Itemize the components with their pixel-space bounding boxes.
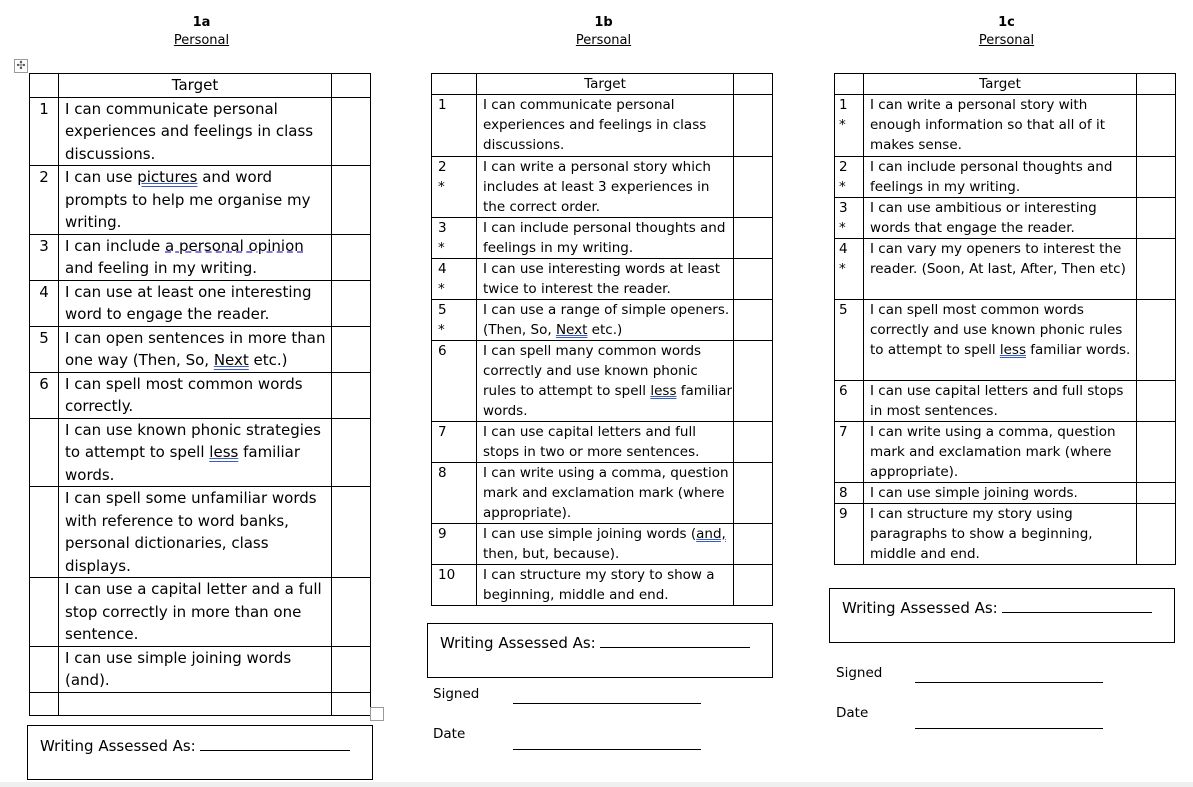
- target-text: I can use simple joining words (and, then, but, because).: [483, 526, 726, 562]
- target-number: 9: [438, 526, 447, 542]
- target-number-cell: [835, 239, 864, 300]
- target-text: I can use interesting words at least twice to interest the reader.: [483, 261, 720, 297]
- target-number: 1: [438, 97, 447, 113]
- target-text: I can include personal thoughts and feelings in my writing.: [870, 159, 1113, 195]
- target-number: 5: [438, 302, 447, 318]
- target-number-cell: [30, 578, 59, 647]
- target-text: I can communicate personal experiences and feelings in class discussions.: [65, 99, 314, 163]
- tick-cell[interactable]: [734, 157, 773, 218]
- column-1b-heading: [431, 15, 776, 48]
- target-text: I can use simple joining words.: [870, 485, 1078, 501]
- target-number-cell: [432, 157, 477, 218]
- table-row: [432, 524, 773, 565]
- target-text-cell: [477, 565, 734, 606]
- writing-assessed-blank[interactable]: [1002, 598, 1152, 613]
- target-number: 7: [839, 424, 848, 440]
- tick-cell[interactable]: [1137, 157, 1176, 198]
- tick-cell[interactable]: [734, 565, 773, 606]
- target-number: 4: [438, 261, 447, 277]
- target-text: I can write a personal story with enough information so that all of it makes sense.: [870, 97, 1106, 153]
- table-row: [30, 97, 371, 166]
- table-header-row: [432, 74, 773, 95]
- target-text-cell: [864, 239, 1137, 300]
- date-label: Date: [836, 705, 869, 721]
- tick-cell[interactable]: [332, 372, 371, 418]
- column-1a-heading: [29, 15, 374, 48]
- tick-cell[interactable]: [1137, 381, 1176, 422]
- target-number-cell: [30, 234, 59, 280]
- tick-header-cell: [332, 74, 371, 98]
- target-number: 8: [839, 485, 848, 501]
- tick-cell[interactable]: [332, 166, 371, 235]
- table-row: [30, 166, 371, 235]
- number-header-cell: [835, 74, 864, 95]
- tick-cell[interactable]: [734, 524, 773, 565]
- target-text: I can use simple joining words (and).: [65, 648, 292, 689]
- target-text: I can structure my story using paragraphs to show a beginning, middle and end.: [870, 506, 1093, 562]
- target-text: I can communicate personal experiences and feelings in class discussions.: [483, 97, 707, 153]
- target-text: I can use at least one interesting word to engage the reader.: [65, 282, 312, 323]
- target-text-cell: [59, 97, 332, 166]
- tick-cell[interactable]: [332, 234, 371, 280]
- target-text-cell: [864, 95, 1137, 157]
- target-number-cell: [30, 97, 59, 166]
- writing-assessed-box-1a: [27, 725, 373, 780]
- target-text-cell: [477, 259, 734, 300]
- priority-star: *: [839, 117, 846, 133]
- target-number-cell: [30, 692, 59, 715]
- table-row: [835, 483, 1176, 504]
- page-bottom-edge: [0, 782, 1193, 787]
- tick-cell[interactable]: [332, 280, 371, 326]
- target-number-cell: [835, 157, 864, 198]
- target-text: I can spell most common words correctly.: [65, 374, 303, 415]
- table-row: [432, 157, 773, 218]
- target-number-cell: [30, 280, 59, 326]
- subject-title: Personal: [575, 33, 632, 48]
- target-text-cell: [864, 300, 1137, 381]
- table-row: [432, 422, 773, 463]
- move-arrows-icon[interactable]: ✣: [14, 59, 28, 73]
- target-text: I can write using a comma, question mark and exclamation mark (where appropriate).: [483, 465, 729, 521]
- target-text-cell: [477, 422, 734, 463]
- table-header-row: [30, 74, 371, 98]
- target-text-cell: [477, 463, 734, 524]
- table-row: [835, 300, 1176, 381]
- tick-cell[interactable]: [1137, 422, 1176, 483]
- target-number: 6: [839, 383, 848, 399]
- table-row: [835, 95, 1176, 157]
- table-row: [432, 218, 773, 259]
- target-number: 6: [39, 374, 49, 393]
- target-text-cell: [864, 504, 1137, 565]
- target-text-cell: [59, 487, 332, 578]
- target-number: 10: [438, 567, 456, 583]
- target-text: I can use capital letters and full stops in two or more sentences.: [483, 424, 700, 460]
- tick-header-cell: [1137, 74, 1176, 95]
- target-text: I can include a personal opinion and feeling in my writing.: [65, 236, 304, 277]
- target-number: 8: [438, 465, 447, 481]
- subject-title: Personal: [978, 33, 1035, 48]
- signed-line[interactable]: [513, 703, 701, 704]
- target-number: 4: [39, 282, 49, 301]
- table-row: [30, 418, 371, 487]
- target-number: 4: [839, 241, 848, 257]
- target-number-cell: [30, 326, 59, 372]
- target-number-cell: [835, 504, 864, 565]
- target-number-cell: [30, 418, 59, 487]
- targets-table-1a: [29, 73, 371, 716]
- target-text-cell: [864, 422, 1137, 483]
- writing-assessed-blank[interactable]: [200, 736, 350, 751]
- writing-assessed-box-1c: [829, 588, 1175, 643]
- tick-cell[interactable]: [332, 326, 371, 372]
- target-number-cell: [835, 95, 864, 157]
- target-number: 2: [438, 159, 447, 175]
- target-number: 7: [438, 424, 447, 440]
- target-text: I can spell most common words correctly and use known phonic rules to attempt to spell less familiar words.: [870, 302, 1131, 358]
- target-number-cell: [432, 95, 477, 157]
- target-number: 6: [438, 343, 447, 359]
- priority-star: *: [839, 261, 846, 277]
- writing-assessed-blank[interactable]: [600, 633, 750, 648]
- priority-star: *: [438, 179, 445, 195]
- table-row: [432, 300, 773, 341]
- table-row: [835, 157, 1176, 198]
- target-number-cell: [30, 166, 59, 235]
- tick-cell[interactable]: [1137, 483, 1176, 504]
- target-header-cell: Target: [477, 74, 734, 95]
- table-row: [835, 239, 1176, 300]
- target-text-cell: [477, 524, 734, 565]
- target-text-cell: [59, 372, 332, 418]
- level-title: 1c: [998, 15, 1015, 30]
- target-number-cell: [432, 524, 477, 565]
- table-row: [835, 381, 1176, 422]
- target-text-cell: [59, 646, 332, 692]
- target-text-cell: [59, 166, 332, 235]
- tick-cell[interactable]: [1137, 300, 1176, 381]
- target-text: I can use pictures and word prompts to help me organise my writing.: [65, 168, 311, 231]
- target-text-cell: [477, 95, 734, 157]
- tick-cell[interactable]: [332, 578, 371, 647]
- resize-square-icon[interactable]: [370, 707, 384, 721]
- table-row: [835, 198, 1176, 239]
- tick-cell[interactable]: [734, 300, 773, 341]
- tick-cell[interactable]: [1137, 504, 1176, 565]
- table-header-row: [835, 74, 1176, 95]
- writing-assessed-box-1b: [427, 623, 773, 678]
- table-row: [30, 326, 371, 372]
- table-row: [30, 234, 371, 280]
- target-number: 3: [839, 200, 848, 216]
- priority-star: *: [839, 220, 846, 236]
- target-number-cell: [835, 300, 864, 381]
- target-number-cell: [30, 646, 59, 692]
- target-number-cell: [30, 372, 59, 418]
- date-line[interactable]: [513, 749, 701, 750]
- target-text-cell: [864, 381, 1137, 422]
- target-number: 5: [39, 328, 49, 347]
- target-number: 3: [39, 236, 49, 255]
- priority-star: *: [438, 322, 445, 338]
- priority-star: *: [438, 240, 445, 256]
- table-row: [30, 692, 371, 715]
- number-header-cell: [432, 74, 477, 95]
- writing-assessed-label: Writing Assessed As:: [40, 737, 196, 755]
- target-number-cell: [835, 381, 864, 422]
- target-text-cell: [59, 326, 332, 372]
- target-number: 2: [839, 159, 848, 175]
- target-number-cell: [30, 487, 59, 578]
- tick-cell[interactable]: [332, 97, 371, 166]
- tick-cell[interactable]: [734, 422, 773, 463]
- priority-star: *: [839, 179, 846, 195]
- target-number-cell: [432, 259, 477, 300]
- target-number-cell: [835, 422, 864, 483]
- target-text-cell: [477, 218, 734, 259]
- tick-cell[interactable]: [332, 692, 371, 715]
- target-text: I can write using a comma, question mark and exclamation mark (where appropriate).: [870, 424, 1116, 480]
- targets-table-1c: [834, 73, 1176, 565]
- table-row: [835, 422, 1176, 483]
- target-text: I can spell many common words correctly and use known phonic rules to attempt to spell less familiar words.: [483, 343, 733, 419]
- target-text: I can use capital letters and full stops in most sentences.: [870, 383, 1124, 419]
- targets-table-1b: [431, 73, 773, 606]
- target-header-cell: Target: [59, 74, 332, 98]
- table-row: [432, 341, 773, 422]
- signed-label: Signed: [433, 686, 480, 702]
- date-label: Date: [433, 726, 466, 742]
- target-number-cell: [432, 218, 477, 259]
- target-text-cell: [59, 578, 332, 647]
- target-number-cell: [432, 300, 477, 341]
- target-text: I can spell some unfamiliar words with reference to word banks, personal dictionaries, class displays.: [65, 489, 317, 575]
- tick-cell[interactable]: [734, 341, 773, 422]
- target-text-cell: [864, 157, 1137, 198]
- target-number: 2: [39, 168, 49, 186]
- table-row: [432, 565, 773, 606]
- target-number: 1: [839, 97, 848, 113]
- tick-cell[interactable]: [1137, 95, 1176, 157]
- priority-star: *: [438, 281, 445, 297]
- target-number-cell: [835, 198, 864, 239]
- tick-cell[interactable]: [332, 487, 371, 578]
- target-number: 5: [839, 302, 848, 318]
- target-text-cell: [59, 234, 332, 280]
- target-header-cell: Target: [864, 74, 1137, 95]
- table-row: [432, 463, 773, 524]
- target-number: 3: [438, 220, 447, 236]
- target-text: I can structure my story to show a beginning, middle and end.: [483, 567, 715, 603]
- target-text: I can use a range of simple openers. (Then, So, Next etc.): [483, 302, 730, 338]
- target-text-cell: [477, 300, 734, 341]
- target-text: I can use a capital letter and a full stop correctly in more than one sentence.: [65, 580, 322, 643]
- level-title: 1b: [594, 15, 613, 30]
- target-number-cell: [432, 463, 477, 524]
- signed-label: Signed: [836, 665, 883, 681]
- number-header-cell: [30, 74, 59, 98]
- target-text-cell: [59, 692, 332, 715]
- target-text-cell: [864, 198, 1137, 239]
- target-number: 1: [39, 99, 49, 118]
- target-number-cell: [432, 422, 477, 463]
- target-text: I can vary my openers to interest the reader. (Soon, At last, After, Then etc): [870, 241, 1126, 277]
- target-text-cell: [477, 157, 734, 218]
- table-row: [30, 646, 371, 692]
- target-text: I can use ambitious or interesting words that engage the reader.: [870, 200, 1097, 236]
- target-text-cell: [477, 341, 734, 422]
- tick-cell[interactable]: [332, 646, 371, 692]
- writing-assessed-label: Writing Assessed As:: [440, 634, 596, 652]
- table-row: [432, 259, 773, 300]
- table-row: [30, 578, 371, 647]
- tick-cell[interactable]: [734, 218, 773, 259]
- target-number-cell: [835, 483, 864, 504]
- tick-cell[interactable]: [734, 95, 773, 157]
- tick-header-cell: [734, 74, 773, 95]
- target-text-cell: [59, 418, 332, 487]
- tick-cell[interactable]: [1137, 239, 1176, 300]
- target-text: I can open sentences in more than one way (Then, So, Next etc.): [65, 328, 326, 369]
- tick-cell[interactable]: [332, 418, 371, 487]
- subject-title: Personal: [173, 33, 230, 48]
- target-number: 9: [839, 506, 848, 522]
- signed-line[interactable]: [915, 682, 1103, 683]
- tick-cell[interactable]: [734, 259, 773, 300]
- table-row: [30, 372, 371, 418]
- target-number-cell: [432, 341, 477, 422]
- table-row: [30, 280, 371, 326]
- column-1c-heading: [834, 15, 1179, 48]
- target-number-cell: [432, 565, 477, 606]
- target-text: I can include personal thoughts and feelings in my writing.: [483, 220, 726, 256]
- writing-assessed-label: Writing Assessed As:: [842, 599, 998, 617]
- target-text-cell: [864, 483, 1137, 504]
- level-title: 1a: [192, 15, 211, 30]
- date-line[interactable]: [915, 728, 1103, 729]
- target-text: I can use known phonic strategies to attempt to spell less familiar words.: [65, 420, 321, 484]
- table-row: [835, 504, 1176, 565]
- target-text: I can write a personal story which includes at least 3 experiences in the correct order.: [483, 159, 711, 215]
- table-row: [432, 95, 773, 157]
- table-row: [30, 487, 371, 578]
- tick-cell[interactable]: [734, 463, 773, 524]
- target-text-cell: [59, 280, 332, 326]
- tick-cell[interactable]: [1137, 198, 1176, 239]
